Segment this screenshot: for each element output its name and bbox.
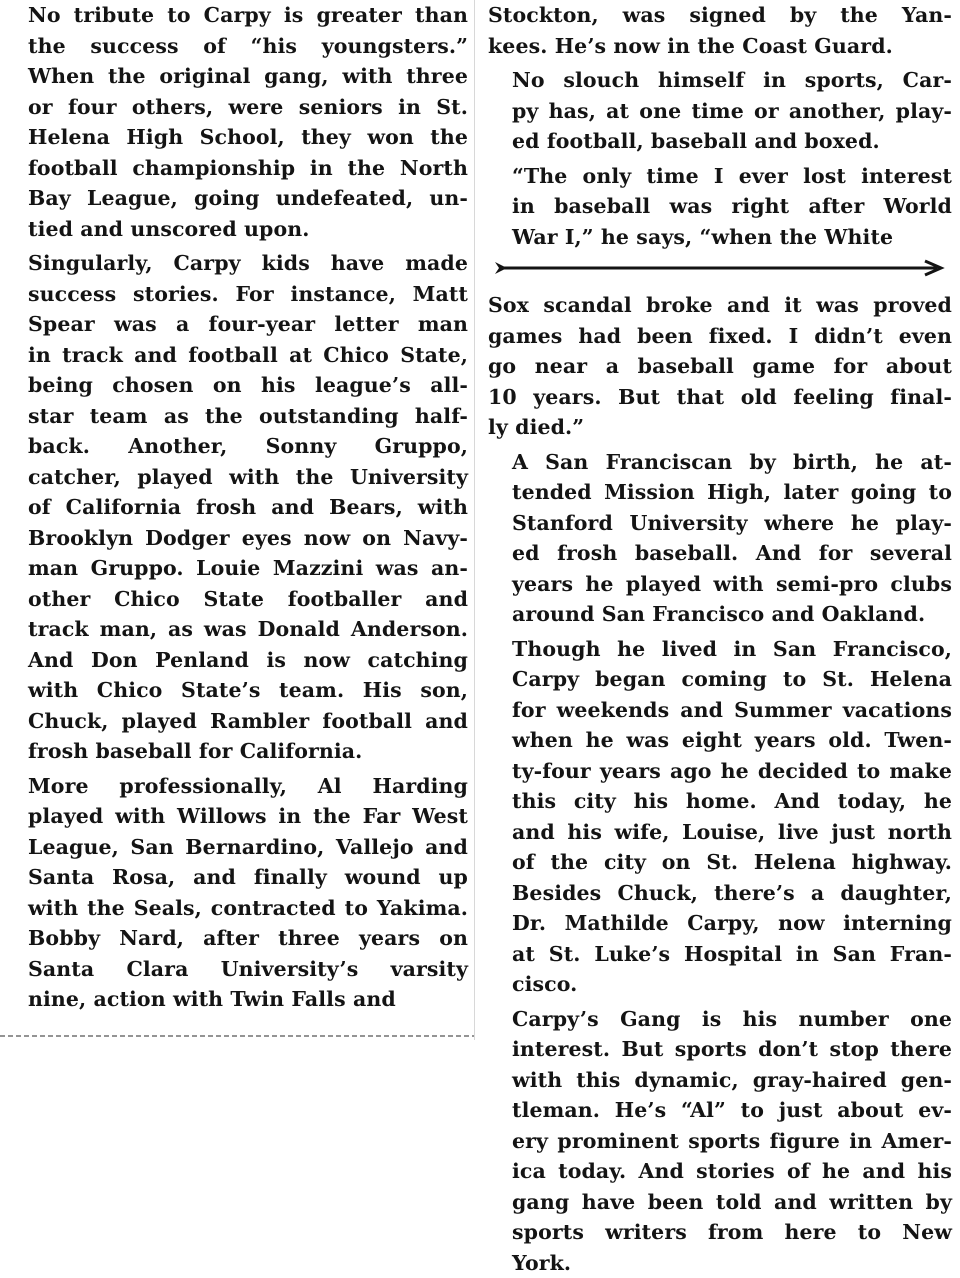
text-line: interest. But sports don’t stop there [488, 1034, 952, 1065]
text-line: No tribute to Carpy is greater than [4, 0, 468, 31]
text-line: Carpy’s Gang is his number one [488, 1004, 952, 1035]
text-line: sports writers from here to New [488, 1217, 952, 1248]
text-line: star team as the outstanding half- [4, 401, 468, 432]
text-line: gang have been told and written by [488, 1187, 952, 1218]
text-line: frosh baseball for California. [4, 736, 468, 767]
text-line: catcher, played with the University [4, 462, 468, 493]
text-line: years he played with semi-pro clubs [488, 569, 952, 600]
right-arrow-icon [489, 258, 949, 278]
text-line: Helena High School, they won the [4, 122, 468, 153]
text-line: games had been fixed. I didn’t even [488, 321, 952, 352]
text-line: Besides Chuck, there’s a daughter, [488, 878, 952, 909]
text-line: More professionally, Al Harding [4, 771, 468, 802]
article-paragraph [4, 771, 468, 1015]
text-line: ed frosh baseball. And for several [488, 538, 952, 569]
text-line: tleman. He’s “Al” to just about ev- [488, 1095, 952, 1126]
article-paragraph [488, 290, 952, 443]
text-line: No slouch himself in sports, Car- [488, 65, 952, 96]
text-line: War I,” he says, “when the White [488, 222, 952, 253]
text-line: Though he lived in San Francisco, [488, 634, 952, 665]
text-line: tied and unscored upon. [4, 214, 468, 245]
text-line: ed football, baseball and boxed. [488, 126, 952, 157]
text-line: back. Another, Sonny Gruppo, [4, 431, 468, 462]
text-line: A San Franciscan by birth, he at- [488, 447, 952, 478]
text-line: Bobby Nard, after three years on [4, 923, 468, 954]
text-line: with this dynamic, gray-haired gen- [488, 1065, 952, 1096]
text-line: track man, as was Donald Anderson. [4, 614, 468, 645]
text-line: py has, at one time or another, play- [488, 96, 952, 127]
article-paragraph [488, 65, 952, 157]
text-line: success stories. For instance, Matt [4, 279, 468, 310]
text-line: with Chico State’s team. His son, [4, 675, 468, 706]
text-line: And Don Penland is now catching [4, 645, 468, 676]
text-line: ery prominent sports figure in Amer- [488, 1126, 952, 1157]
right-column-text-top [481, 0, 960, 252]
text-line: cisco. [488, 969, 952, 1000]
text-line: tended Mission High, later going to [488, 477, 952, 508]
text-line: 10 years. But that old feeling final- [488, 382, 952, 413]
text-line: played with Willows in the Far West [4, 801, 468, 832]
text-line: ica today. And stories of he and his [488, 1156, 952, 1187]
text-line: Spear was a four-year letter man [4, 309, 468, 340]
text-line: in track and football at Chico State, [4, 340, 468, 371]
text-line: of California frosh and Bears, with [4, 492, 468, 523]
text-line: Dr. Mathilde Carpy, now interning [488, 908, 952, 939]
article-paragraph [488, 447, 952, 630]
left-column-clipping [0, 0, 475, 1040]
text-line: at St. Luke’s Hospital in San Fran- [488, 939, 952, 970]
text-line: League, San Bernardino, Vallejo and [4, 832, 468, 863]
text-line: Sox scandal broke and it was proved [488, 290, 952, 321]
text-line: in baseball was right after World [488, 191, 952, 222]
text-line: Stockton, was signed by the Yan- [488, 0, 952, 31]
torn-edge [0, 1032, 474, 1040]
text-line: Santa Rosa, and finally wound up [4, 862, 468, 893]
text-line: Brooklyn Dodger eyes now on Navy- [4, 523, 468, 554]
text-line: Bay League, going undefeated, un- [4, 183, 468, 214]
text-line: Stanford University where he play- [488, 508, 952, 539]
text-line: When the original gang, with three [4, 61, 468, 92]
article-paragraph [4, 0, 468, 244]
text-line: of the city on St. Helena highway. [488, 847, 952, 878]
text-line: or four others, were seniors in St. [4, 92, 468, 123]
article-paragraph [488, 0, 952, 61]
text-line: kees. He’s now in the Coast Guard. [488, 31, 952, 62]
article-paragraph [488, 634, 952, 1000]
article-paragraph [4, 248, 468, 767]
text-line: York. [488, 1248, 952, 1278]
text-line: nine, action with Twin Falls and [4, 984, 468, 1015]
text-line: man Gruppo. Louie Mazzini was an- [4, 553, 468, 584]
text-line: the success of “his youngsters.” [4, 31, 468, 62]
text-line: Santa Clara University’s varsity [4, 954, 468, 985]
text-line: ty-four years ago he decided to make [488, 756, 952, 787]
right-column-clipping [481, 0, 960, 1257]
text-line: this city his home. And today, he [488, 786, 952, 817]
text-line: go near a baseball game for about [488, 351, 952, 382]
text-line: with the Seals, contracted to Yakima. [4, 893, 468, 924]
text-line: Singularly, Carpy kids have made [4, 248, 468, 279]
article-paragraph [488, 1004, 952, 1278]
text-line: and his wife, Louise, live just north [488, 817, 952, 848]
text-line: when he was eight years old. Twen- [488, 725, 952, 756]
right-column-text-bottom [481, 290, 960, 1278]
article-paragraph [488, 161, 952, 253]
text-line: Carpy began coming to St. Helena [488, 664, 952, 695]
text-line: being chosen on his league’s all- [4, 370, 468, 401]
text-line: for weekends and Summer vacations [488, 695, 952, 726]
text-line: football championship in the North [4, 153, 468, 184]
text-line: other Chico State footballer and [4, 584, 468, 615]
left-column-text [0, 0, 474, 1015]
text-line: Chuck, played Rambler football and [4, 706, 468, 737]
text-line: around San Francisco and Oakland. [488, 599, 952, 630]
text-line: “The only time I ever lost interest [488, 161, 952, 192]
continuation-arrow-row [481, 256, 960, 282]
text-line: ly died.” [488, 412, 952, 443]
